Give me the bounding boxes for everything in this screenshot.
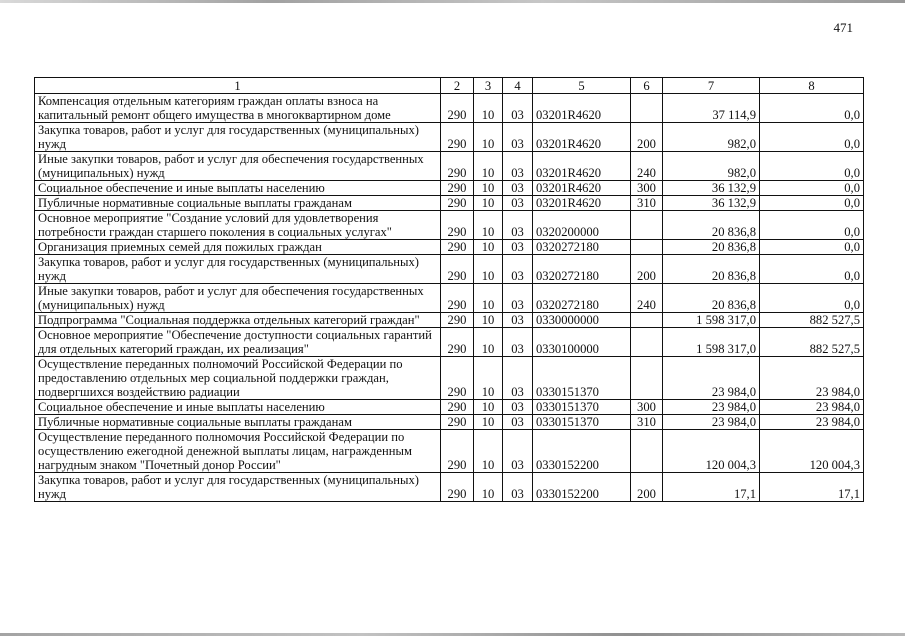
row-rz-cell: 10 <box>474 328 503 357</box>
row-name-cell: Подпрограмма "Социальная поддержка отдельных категорий граждан" <box>35 313 441 328</box>
row-vr-cell <box>631 313 663 328</box>
table-row <box>35 240 864 255</box>
row-pr-cell: 03 <box>503 284 533 313</box>
table-row <box>35 473 864 502</box>
row-sum-cell: 36 132,9 <box>663 181 760 196</box>
row-pr-cell: 03 <box>503 152 533 181</box>
row-pr-cell: 03 <box>503 400 533 415</box>
row-gr-cell: 290 <box>441 328 474 357</box>
row-gr-cell: 290 <box>441 181 474 196</box>
row-rz-cell: 10 <box>474 123 503 152</box>
row-rz-cell: 10 <box>474 255 503 284</box>
row-fed-cell: 23 984,0 <box>760 415 864 430</box>
row-vr-cell <box>631 328 663 357</box>
row-vr-cell: 240 <box>631 284 663 313</box>
row-csr-cell: 03201R4620 <box>533 196 631 211</box>
row-gr-cell: 290 <box>441 430 474 473</box>
row-fed-cell: 0,0 <box>760 196 864 211</box>
row-sum-cell: 982,0 <box>663 152 760 181</box>
row-fed-cell: 0,0 <box>760 255 864 284</box>
row-name-cell: Социальное обеспечение и иные выплаты населению <box>35 181 441 196</box>
table-row <box>35 211 864 240</box>
table-row <box>35 196 864 211</box>
row-gr-cell: 290 <box>441 240 474 255</box>
row-pr-cell: 03 <box>503 357 533 400</box>
row-fed-cell: 0,0 <box>760 211 864 240</box>
row-fed-cell: 120 004,3 <box>760 430 864 473</box>
table-row <box>35 284 864 313</box>
row-vr-cell: 200 <box>631 123 663 152</box>
row-rz-cell: 10 <box>474 152 503 181</box>
row-gr-cell: 290 <box>441 415 474 430</box>
row-vr-cell: 240 <box>631 152 663 181</box>
col-header: 6 <box>631 78 663 94</box>
budget-table <box>34 77 864 502</box>
header-row <box>35 78 864 94</box>
row-name-cell: Осуществление переданных полномочий Российской Федерации по предоставлению отдельных мер социальной поддержки граждан, подвергшихся воздействию радиации <box>35 357 441 400</box>
row-fed-cell: 0,0 <box>760 181 864 196</box>
scan-top-edge <box>0 0 905 3</box>
row-fed-cell: 0,0 <box>760 152 864 181</box>
row-sum-cell: 1 598 317,0 <box>663 328 760 357</box>
row-vr-cell: 300 <box>631 400 663 415</box>
col-header: 4 <box>503 78 533 94</box>
row-sum-cell: 37 114,9 <box>663 94 760 123</box>
row-vr-cell <box>631 94 663 123</box>
row-csr-cell: 0330151370 <box>533 415 631 430</box>
row-rz-cell: 10 <box>474 211 503 240</box>
row-pr-cell: 03 <box>503 196 533 211</box>
row-rz-cell: 10 <box>474 313 503 328</box>
row-csr-cell: 0320272180 <box>533 255 631 284</box>
row-name-cell: Публичные нормативные социальные выплаты гражданам <box>35 196 441 211</box>
table-row <box>35 181 864 196</box>
row-rz-cell: 10 <box>474 415 503 430</box>
col-header: 2 <box>441 78 474 94</box>
row-fed-cell: 0,0 <box>760 284 864 313</box>
row-sum-cell: 20 836,8 <box>663 284 760 313</box>
row-pr-cell: 03 <box>503 181 533 196</box>
row-csr-cell: 0330152200 <box>533 473 631 502</box>
row-csr-cell: 0330151370 <box>533 357 631 400</box>
table-row <box>35 123 864 152</box>
col-header: 8 <box>760 78 864 94</box>
row-pr-cell: 03 <box>503 255 533 284</box>
table-row <box>35 430 864 473</box>
row-sum-cell: 120 004,3 <box>663 430 760 473</box>
row-name-cell: Основное мероприятие "Создание условий для удовлетворения потребности граждан старшего поколения в социальных услугах" <box>35 211 441 240</box>
row-fed-cell: 0,0 <box>760 240 864 255</box>
row-pr-cell: 03 <box>503 430 533 473</box>
row-name-cell: Закупка товаров, работ и услуг для государственных (муниципальных) нужд <box>35 123 441 152</box>
row-name-cell: Основное мероприятие "Обеспечение доступности социальных гарантий для отдельных категорий граждан, их реализация" <box>35 328 441 357</box>
row-sum-cell: 20 836,8 <box>663 255 760 284</box>
row-vr-cell <box>631 357 663 400</box>
row-gr-cell: 290 <box>441 211 474 240</box>
scan-bottom-edge <box>0 633 905 636</box>
row-sum-cell: 20 836,8 <box>663 211 760 240</box>
table-row <box>35 328 864 357</box>
row-fed-cell: 23 984,0 <box>760 357 864 400</box>
row-vr-cell <box>631 211 663 240</box>
row-gr-cell: 290 <box>441 123 474 152</box>
row-pr-cell: 03 <box>503 328 533 357</box>
row-rz-cell: 10 <box>474 400 503 415</box>
row-name-cell: Компенсация отдельным категориям граждан оплаты взноса на капитальный ремонт общего имущества в многоквартирном доме <box>35 94 441 123</box>
row-sum-cell: 36 132,9 <box>663 196 760 211</box>
row-sum-cell: 17,1 <box>663 473 760 502</box>
row-csr-cell: 0330152200 <box>533 430 631 473</box>
row-csr-cell: 03201R4620 <box>533 123 631 152</box>
row-pr-cell: 03 <box>503 211 533 240</box>
row-vr-cell: 310 <box>631 196 663 211</box>
row-fed-cell: 17,1 <box>760 473 864 502</box>
row-gr-cell: 290 <box>441 94 474 123</box>
row-vr-cell: 300 <box>631 181 663 196</box>
row-name-cell: Социальное обеспечение и иные выплаты населению <box>35 400 441 415</box>
table-row <box>35 415 864 430</box>
row-csr-cell: 0320272180 <box>533 240 631 255</box>
table-row <box>35 94 864 123</box>
row-gr-cell: 290 <box>441 152 474 181</box>
row-vr-cell: 200 <box>631 473 663 502</box>
row-vr-cell <box>631 430 663 473</box>
row-csr-cell: 0330000000 <box>533 313 631 328</box>
row-gr-cell: 290 <box>441 196 474 211</box>
row-gr-cell: 290 <box>441 357 474 400</box>
col-header: 7 <box>663 78 760 94</box>
row-name-cell: Иные закупки товаров, работ и услуг для обеспечения государственных (муниципальных) нужд <box>35 284 441 313</box>
row-pr-cell: 03 <box>503 123 533 152</box>
row-csr-cell: 0320200000 <box>533 211 631 240</box>
row-vr-cell: 310 <box>631 415 663 430</box>
table-row <box>35 152 864 181</box>
row-csr-cell: 0320272180 <box>533 284 631 313</box>
row-fed-cell: 882 527,5 <box>760 313 864 328</box>
row-gr-cell: 290 <box>441 473 474 502</box>
row-gr-cell: 290 <box>441 400 474 415</box>
row-pr-cell: 03 <box>503 313 533 328</box>
row-pr-cell: 03 <box>503 415 533 430</box>
row-fed-cell: 882 527,5 <box>760 328 864 357</box>
row-rz-cell: 10 <box>474 94 503 123</box>
row-sum-cell: 20 836,8 <box>663 240 760 255</box>
row-fed-cell: 0,0 <box>760 94 864 123</box>
row-gr-cell: 290 <box>441 255 474 284</box>
row-rz-cell: 10 <box>474 473 503 502</box>
row-name-cell: Публичные нормативные социальные выплаты гражданам <box>35 415 441 430</box>
row-name-cell: Осуществление переданного полномочия Российской Федерации по осуществлению ежегодной денежной выплаты лицам, награжденным нагрудным знаком "Почетный донор России" <box>35 430 441 473</box>
row-sum-cell: 23 984,0 <box>663 415 760 430</box>
row-fed-cell: 23 984,0 <box>760 400 864 415</box>
row-name-cell: Закупка товаров, работ и услуг для государственных (муниципальных) нужд <box>35 255 441 284</box>
row-sum-cell: 23 984,0 <box>663 400 760 415</box>
row-rz-cell: 10 <box>474 181 503 196</box>
table-row <box>35 357 864 400</box>
row-vr-cell: 200 <box>631 255 663 284</box>
col-header: 3 <box>474 78 503 94</box>
row-sum-cell: 1 598 317,0 <box>663 313 760 328</box>
table-row <box>35 255 864 284</box>
page-number: 471 <box>833 20 853 35</box>
row-rz-cell: 10 <box>474 357 503 400</box>
row-vr-cell <box>631 240 663 255</box>
row-csr-cell: 03201R4620 <box>533 181 631 196</box>
col-header: 5 <box>533 78 631 94</box>
row-name-cell: Иные закупки товаров, работ и услуг для обеспечения государственных (муниципальных) нужд <box>35 152 441 181</box>
col-header: 1 <box>35 78 441 94</box>
row-sum-cell: 23 984,0 <box>663 357 760 400</box>
row-name-cell: Закупка товаров, работ и услуг для государственных (муниципальных) нужд <box>35 473 441 502</box>
row-name-cell: Организация приемных семей для пожилых граждан <box>35 240 441 255</box>
row-csr-cell: 0330151370 <box>533 400 631 415</box>
row-csr-cell: 0330100000 <box>533 328 631 357</box>
row-rz-cell: 10 <box>474 196 503 211</box>
row-pr-cell: 03 <box>503 473 533 502</box>
row-rz-cell: 10 <box>474 240 503 255</box>
row-sum-cell: 982,0 <box>663 123 760 152</box>
table-row <box>35 400 864 415</box>
row-gr-cell: 290 <box>441 284 474 313</box>
row-csr-cell: 03201R4620 <box>533 152 631 181</box>
row-pr-cell: 03 <box>503 94 533 123</box>
row-csr-cell: 03201R4620 <box>533 94 631 123</box>
row-rz-cell: 10 <box>474 284 503 313</box>
row-gr-cell: 290 <box>441 313 474 328</box>
table-row <box>35 313 864 328</box>
row-rz-cell: 10 <box>474 430 503 473</box>
row-fed-cell: 0,0 <box>760 123 864 152</box>
row-pr-cell: 03 <box>503 240 533 255</box>
